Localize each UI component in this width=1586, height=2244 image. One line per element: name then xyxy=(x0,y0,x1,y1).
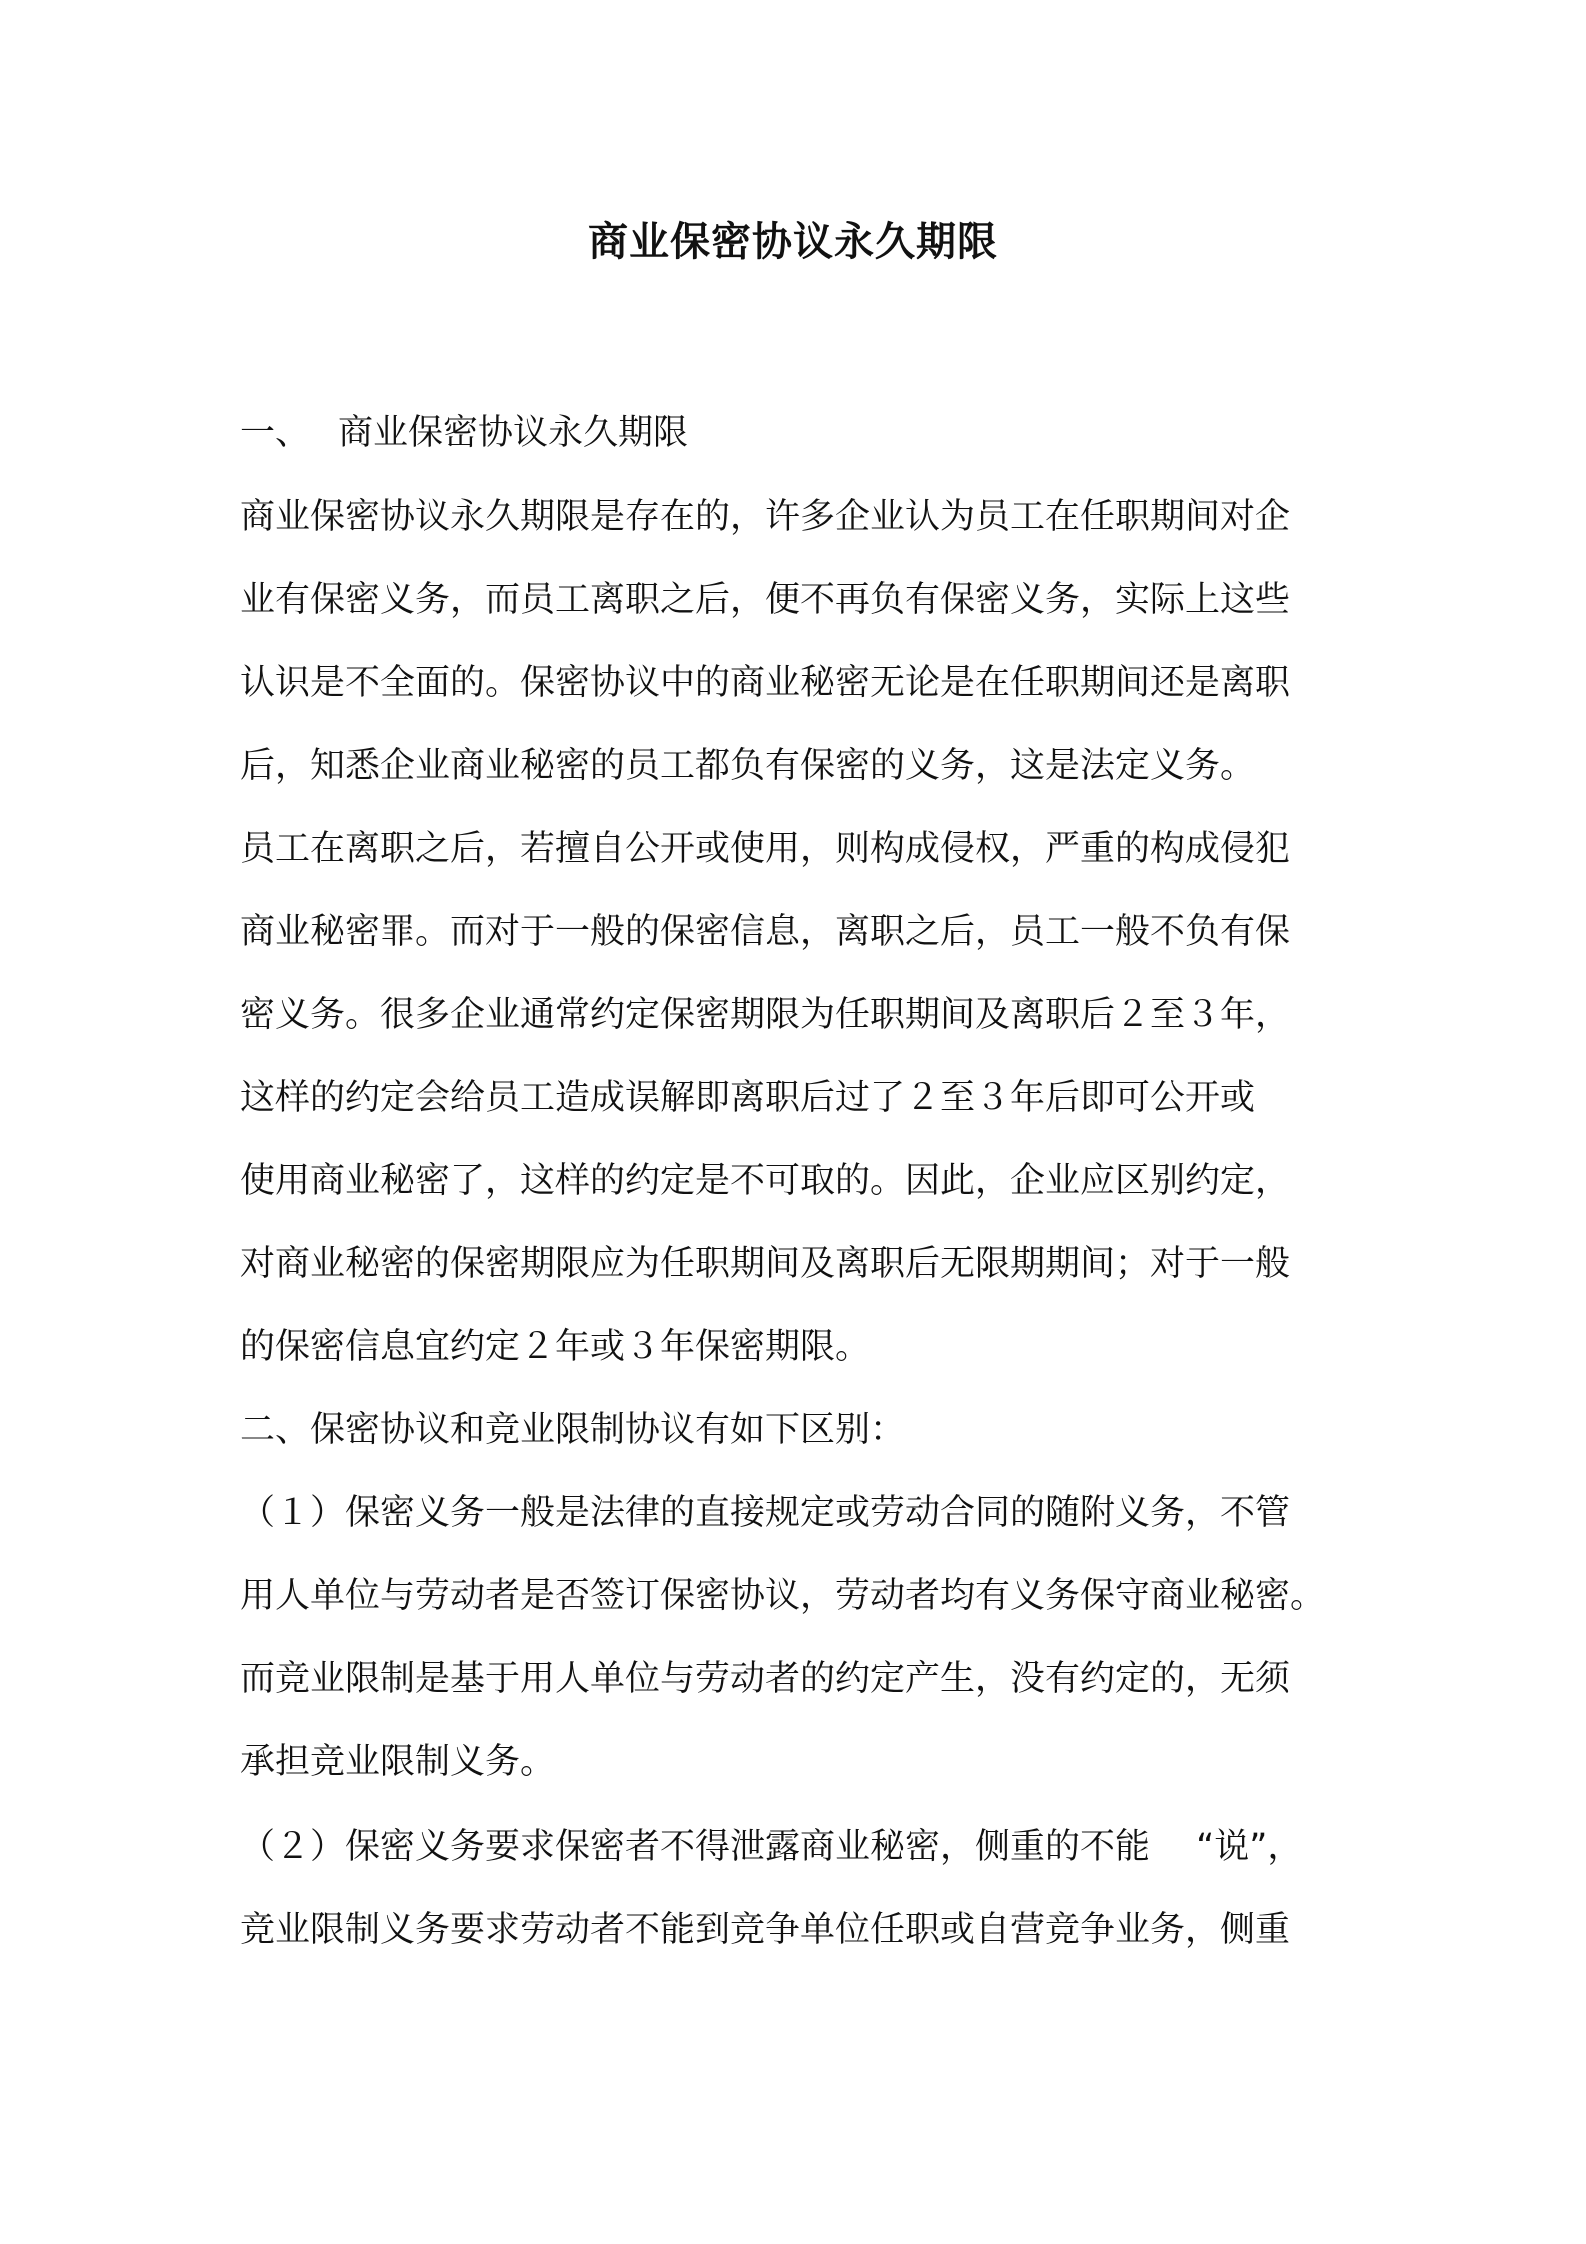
paragraph-line: （２）保密义务要求保密者不得泄露商业秘密，侧重的不能 “说”， xyxy=(240,1827,1303,1867)
paragraph-line: 使用商业秘密了，这样的约定是不可取的。因此，企业应区别约定， xyxy=(240,1161,1291,1201)
document-title: 商业保密协议永久期限 xyxy=(588,219,998,265)
section-heading-text: 商业保密协议永久期限 xyxy=(338,413,689,453)
paragraph-line: 这样的约定会给员工造成误解即离职后过了２至３年后即可公开或 xyxy=(240,1078,1256,1118)
paragraph-line: 承担竞业限制义务。 xyxy=(240,1742,556,1782)
paragraph-line: 的保密信息宜约定２年或３年保密期限。 xyxy=(240,1327,871,1367)
section-number: 一、 xyxy=(240,413,311,453)
paragraph-line: 竞业限制义务要求劳动者不能到竞争单位任职或自营竞争业务，侧重 xyxy=(240,1910,1291,1950)
section-heading: 二、保密协议和竞业限制协议有如下区别： xyxy=(240,1410,906,1450)
paragraph-line: 商业秘密罪。而对于一般的保密信息，离职之后，员工一般不负有保 xyxy=(240,912,1291,952)
section-heading xyxy=(240,408,688,458)
paragraph-line: 用人单位与劳动者是否签订保密协议，劳动者均有义务保守商业秘密。 xyxy=(240,1576,1326,1616)
paragraph-line: 后，知悉企业商业秘密的员工都负有保密的义务，这是法定义务。 xyxy=(240,746,1256,786)
paragraph-line: （１）保密义务一般是法律的直接规定或劳动合同的随附义务，不管 xyxy=(240,1493,1291,1533)
paragraph-line: 员工在离职之后，若擅自公开或使用，则构成侵权，严重的构成侵犯 xyxy=(240,829,1291,869)
paragraph-line: 密义务。很多企业通常约定保密期限为任职期间及离职后２至３年， xyxy=(240,995,1291,1035)
paragraph-line: 业有保密义务，而员工离职之后，便不再负有保密义务，实际上这些 xyxy=(240,580,1291,620)
paragraph-line: 商业保密协议永久期限是存在的，许多企业认为员工在任职期间对企 xyxy=(240,497,1291,537)
paragraph-line: 对商业秘密的保密期限应为任职期间及离职后无限期期间；对于一般 xyxy=(240,1244,1291,1284)
paragraph-line: 而竞业限制是基于用人单位与劳动者的约定产生，没有约定的，无须 xyxy=(240,1659,1291,1699)
paragraph-line: 认识是不全面的。保密协议中的商业秘密无论是在任职期间还是离职 xyxy=(240,663,1291,703)
